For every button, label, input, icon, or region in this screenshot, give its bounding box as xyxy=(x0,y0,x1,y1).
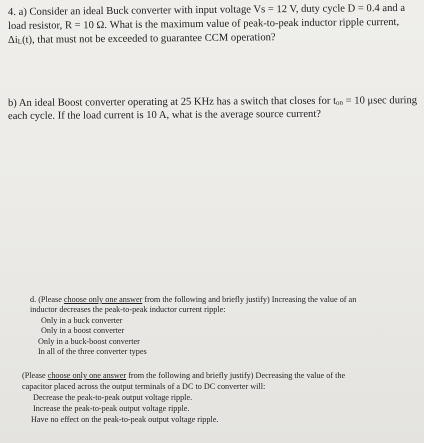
question-b-line-2: each cycle. If the load current is 10 A, what is the average source current? xyxy=(7,108,321,122)
question-d-option-3: Only in a buck-boost converter xyxy=(38,337,140,346)
question-b-line-1-b: = 10 μsec during xyxy=(342,95,418,107)
question-d-line-1 xyxy=(30,296,356,304)
question-d-underlined: choose only one answer xyxy=(63,295,143,304)
question-e-option-3: Have no effect on the peak-to-peak output voltage ripple. xyxy=(31,415,219,424)
question-b-line-1 xyxy=(8,96,417,109)
question-4a-line-2: load resistor, R = 10 Ω. What is the maximum value of peak-to-peak inductor ripple current, xyxy=(7,16,400,32)
question-d-option-1: Only in a buck converter xyxy=(41,316,123,325)
delta-i-subscript: L xyxy=(17,37,23,46)
question-e-line-1-b: from the following and briefly justify) Decreasing the value of the xyxy=(126,371,346,380)
question-4a-line-3 xyxy=(8,33,276,46)
delta-i-symbol: Δi xyxy=(7,34,18,46)
question-b-line-1-a: b) An ideal Boost converter operating at 25 KHz has a switch that closes for t xyxy=(7,95,337,109)
question-d-line-2: inductor decreases the peak-to-peak inductor current ripple: xyxy=(30,305,226,314)
question-d-option-2: Only in a boost converter xyxy=(41,326,125,335)
question-e-line-1-a: (Please xyxy=(22,371,48,380)
question-d-option-4: In all of the three converter types xyxy=(38,347,147,356)
ton-subscript: on xyxy=(336,98,344,107)
question-d-line-1-a: d. (Please xyxy=(30,295,64,304)
question-e-line-1 xyxy=(22,372,345,380)
question-e-option-1: Decrease the peak-to-peak output voltage ripple. xyxy=(33,393,193,402)
question-e-option-2: Increase the peak-to-peak output voltage ripple. xyxy=(33,404,190,413)
question-d-line-1-b: from the following and briefly justify) Increasing the value of an xyxy=(142,295,357,304)
question-4a-line-3-rest: (t), that must not be exceeded to guarantee CCM operation? xyxy=(21,32,276,46)
question-e-underlined: choose only one answer xyxy=(47,371,127,380)
question-4a-line-1: 4. a) Consider an ideal Buck converter with input voltage Vs = 12 V, duty cycle D = 0.4 and a xyxy=(7,2,406,18)
question-e-line-2: capacitor placed across the output terminals of a DC to DC converter will: xyxy=(22,382,266,391)
